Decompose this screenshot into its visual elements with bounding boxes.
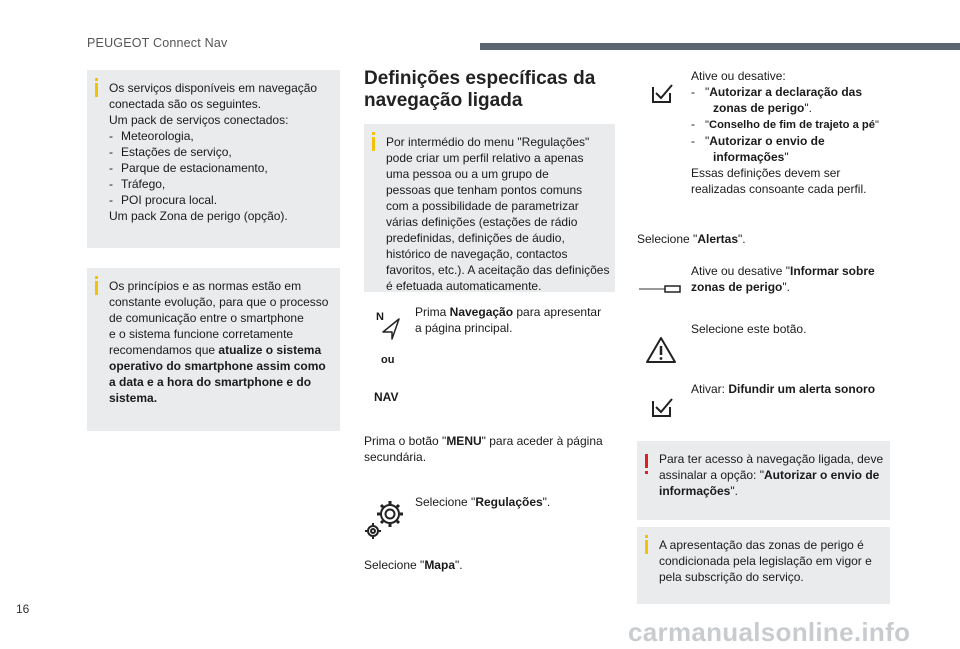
- select-alertas-text: Selecione "Alertas".: [637, 232, 746, 246]
- list-item: - POI procura local.: [109, 193, 218, 207]
- header-title: PEUGEOT Connect Nav: [87, 36, 228, 50]
- warning-box-access: Para ter acesso à navegação ligada, deve assinalar a opção: "Autorizar o envio de informações".: [637, 441, 890, 520]
- page-number: 16: [16, 602, 30, 616]
- or-label: ou: [381, 354, 395, 366]
- text-line: conectada são os seguintes.: [109, 97, 262, 111]
- text-line: a data e a hora do smartphone e do: [109, 375, 312, 389]
- text-line: Os serviços disponíveis em navegação: [109, 81, 318, 95]
- text-line: Um pack de serviços conectados:: [109, 113, 289, 127]
- text-line: e o sistema funcione corretamente: [109, 327, 294, 341]
- warning-icon: [645, 454, 648, 468]
- text-line: de comunicação entre o smartphone: [109, 311, 304, 325]
- navigation-icon: N: [374, 312, 404, 342]
- info-box-profiles: Por intermédio do menu "Regulações" pode criar um perfil relativo a apenas uma pessoa ou a um grupo de pessoas que tenham pontos comuns com a possibilidade de parametrizar várias definições (estações de rádio predefinidas, definições de áudio, histórico de navegação, contactos favoritos, etc.). A aceitação das definições é efetuada automaticamente.: [364, 124, 615, 292]
- text-line: Um pack Zona de perigo (opção).: [109, 209, 288, 223]
- text-line: constante evolução, para que o processo: [109, 295, 329, 309]
- nav-button-label: NAV: [374, 390, 399, 404]
- info-box-services: [87, 70, 340, 248]
- list-item: - Estações de serviço,: [109, 145, 232, 159]
- list-item: - Meteorologia,: [109, 129, 194, 143]
- info-box-principles: [87, 268, 340, 431]
- list-item: - Tráfego,: [109, 177, 166, 191]
- list-item: - Parque de estacionamento,: [109, 161, 268, 175]
- text-line: Os princípios e as normas estão em: [109, 279, 302, 293]
- select-button-text: Selecione este botão.: [691, 322, 807, 336]
- select-mapa-text: Selecione "Mapa".: [364, 558, 463, 572]
- text-line: recomendamos que atualize o sistema: [109, 343, 322, 357]
- section-heading: Definições específicas da navegação ligada: [364, 68, 596, 111]
- checkbox-checked-icon: [651, 82, 673, 104]
- gears-icon: [364, 498, 406, 540]
- watermark: carmanualsonline.info: [628, 617, 911, 647]
- checkbox-checked-icon-2: [651, 396, 673, 418]
- press-menu-text: Prima o botão "MENU" para aceder à página secundária.: [364, 434, 603, 464]
- inform-zones-text: Ative ou desative "Informar sobre zonas de perigo".: [691, 264, 875, 294]
- select-regulacoes-text: Selecione "Regulações".: [415, 495, 551, 509]
- text-line: sistema.: [109, 391, 158, 405]
- press-navigation-text: Prima Navegação para apresentar a página principal.: [415, 305, 602, 335]
- text-line: operativo do smartphone assim como: [109, 359, 326, 373]
- warning-triangle-icon: [645, 336, 677, 364]
- info-icon: [645, 540, 648, 554]
- activate-options-text: Ative ou desative: - "Autorizar a declaração das zonas de perigo". - "Conselho de fim de trajeto a pé" - "Autorizar o envio de informações" Essas definições devem ser realizadas consoante cada perfil.: [691, 69, 879, 196]
- header-bar: [480, 43, 960, 50]
- toggle-switch-icon: [639, 282, 681, 292]
- info-box-zones: A apresentação das zonas de perigo é condicionada pela legislação em vigor e pela subscrição do serviço.: [637, 527, 890, 604]
- info-icon: [95, 281, 98, 295]
- info-icon: [372, 137, 375, 151]
- info-icon: [95, 83, 98, 97]
- activate-sound-alert-text: Ativar: Difundir um alerta sonoro: [691, 382, 876, 396]
